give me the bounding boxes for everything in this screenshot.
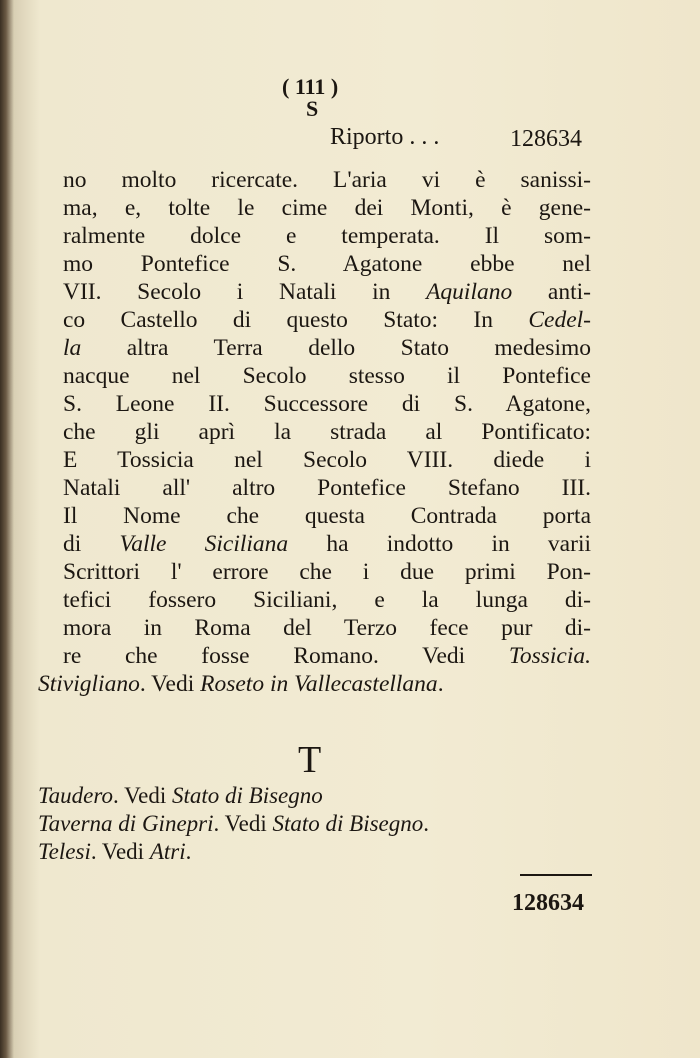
text-segment: altra Terra dello Stato medesimo (81, 335, 591, 361)
text-line (63, 362, 591, 390)
carried-forward-label: Riporto . . . (330, 124, 440, 150)
text-segment: tefici fossero Siciliani, e la lunga di- (63, 587, 591, 613)
italic-text: Atri (149, 839, 186, 864)
text-line (63, 474, 591, 502)
text-segment: che gli aprì la strada al Pontificato: (63, 419, 591, 445)
text-segment: no molto ricercate. L'aria vi è sanissi- (63, 167, 591, 193)
text-segment: . (185, 839, 192, 864)
text-segment: . Vedi (213, 811, 273, 836)
text-segment: Scrittori l' errore che i due primi Pon- (63, 559, 591, 585)
text-line (63, 586, 591, 614)
text-segment: mora in Roma del Terzo fece pur di- (63, 615, 591, 641)
text-segment: ha indotto in varii (288, 531, 591, 557)
text-line (63, 418, 591, 446)
text-segment: ralmente dolce e temperata. Il som- (63, 223, 591, 249)
text-line (63, 642, 591, 670)
index-entry (38, 782, 429, 810)
index-entry (38, 838, 429, 866)
text-segment: . Vedi (139, 671, 201, 697)
text-line (38, 670, 591, 698)
text-segment: di (63, 531, 120, 557)
text-segment: Natali all' altro Pontefice Stefano III. (63, 475, 591, 501)
text-segment: Il Nome che questa Contrada porta (63, 503, 591, 529)
italic-text: Taverna di Ginepri (38, 811, 214, 836)
italic-text: Taudero (38, 783, 113, 808)
text-segment: . Vedi (90, 839, 150, 864)
text-line (63, 194, 591, 222)
text-line (63, 390, 591, 418)
total-rule (520, 874, 592, 876)
text-segment: re che fosse Romano. Vedi (63, 643, 509, 669)
italic-text: Cedel- (528, 307, 591, 333)
body-text (38, 166, 591, 698)
italic-text: Stivigliano (38, 671, 140, 697)
text-line (63, 502, 591, 530)
page-number: ( 111 ) (282, 74, 339, 99)
italic-text: la (63, 335, 82, 361)
italic-text: Roseto in Vallecastellana (200, 671, 438, 697)
italic-text: Aquilano (426, 279, 513, 305)
text-line (63, 166, 591, 194)
text-segment: nacque nel Secolo stesso il Pontefice (63, 363, 591, 389)
text-line (63, 446, 591, 474)
italic-text: Stato di Bisegno (172, 783, 323, 808)
text-segment: . (423, 811, 430, 836)
text-line (63, 278, 591, 306)
italic-text: Tossicia. (508, 643, 591, 669)
total-value: 128634 (512, 890, 584, 916)
index-entry (38, 810, 429, 838)
text-line (63, 222, 591, 250)
text-line (63, 614, 591, 642)
text-segment: S. Leone II. Successore di S. Agatone, (63, 391, 591, 417)
italic-text: Valle Siciliana (119, 531, 289, 557)
text-line (63, 530, 591, 558)
index-entries (38, 782, 429, 866)
text-segment: anti- (512, 279, 591, 305)
text-segment: co Castello di questo Stato: In (63, 307, 529, 333)
carried-forward-value: 128634 (510, 126, 582, 152)
signature-mark: S (306, 96, 319, 121)
text-line (63, 250, 591, 278)
text-segment: mo Pontefice S. Agatone ebbe nel (63, 251, 591, 277)
text-segment: . (437, 671, 444, 697)
italic-text: Stato di Bisegno (272, 811, 424, 836)
text-line (63, 334, 591, 362)
text-line (63, 558, 591, 586)
text-segment: . Vedi (113, 783, 172, 808)
section-letter: T (298, 739, 322, 781)
text-line (63, 306, 591, 334)
text-segment: E Tossicia nel Secolo VIII. diede i (63, 447, 591, 473)
text-segment: VII. Secolo i Natali in (63, 279, 427, 305)
text-segment: ma, e, tolte le cime dei Monti, è gene- (63, 195, 591, 221)
italic-text: Telesi (38, 839, 91, 864)
